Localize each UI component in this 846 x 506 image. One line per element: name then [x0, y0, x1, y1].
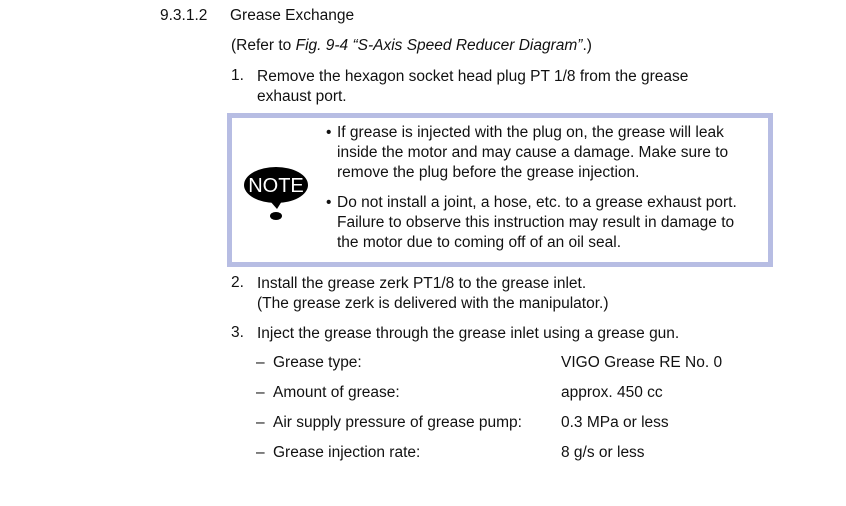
figure-reference-prefix: (Refer to — [231, 37, 296, 54]
spec-injection-rate-label: Grease injection rate: — [273, 444, 421, 461]
spec-amount-label: Amount of grease: — [273, 384, 400, 401]
step-1-text — [257, 67, 688, 107]
bullet-dot: • — [326, 124, 332, 141]
step-2-number: 2. — [231, 274, 244, 291]
note-bullet-1-line-3: remove the plug before the grease injection. — [337, 164, 640, 181]
step-1-line-2: exhaust port. — [257, 88, 347, 105]
note-box — [227, 113, 773, 267]
spec-row-dash: – — [256, 444, 265, 461]
note-bullet-2-line-3: the motor due to coming off of an oil seal. — [337, 234, 622, 251]
spec-injection-rate-value: 8 g/s or less — [561, 444, 645, 461]
note-bullet-1-line-1: If grease is injected with the plug on, the grease will leak — [337, 124, 724, 141]
spec-row-dash: – — [256, 384, 265, 401]
spec-air-pressure-value: 0.3 MPa or less — [561, 414, 669, 431]
bullet-dot: • — [326, 194, 332, 211]
figure-reference-suffix: .) — [582, 37, 592, 54]
spec-grease-type-label: Grease type: — [273, 354, 362, 371]
note-icon-label: NOTE — [248, 175, 304, 197]
spec-amount-value: approx. 450 cc — [561, 384, 663, 401]
note-bullet-2-line-2: Failure to observe this instruction may result in damage to — [337, 214, 735, 231]
spec-grease-type-value: VIGO Grease RE No. 0 — [561, 354, 723, 371]
figure-reference — [231, 37, 592, 55]
note-bullet-1 — [326, 123, 729, 183]
spec-row-dash: – — [256, 354, 265, 371]
note-bullet-1-line-2: inside the motor and may cause a damage. Make sure to — [337, 144, 729, 161]
step-2-text — [257, 274, 609, 314]
step-2-line-1: Install the grease zerk PT1/8 to the grease inlet. — [257, 275, 587, 292]
step-1-number: 1. — [231, 67, 244, 84]
step-2-line-2: (The grease zerk is delivered with the manipulator.) — [257, 295, 609, 312]
step-3-number: 3. — [231, 324, 244, 341]
step-3-text — [257, 324, 679, 344]
note-bullet-2-line-1: Do not install a joint, a hose, etc. to a grease exhaust port. — [337, 194, 737, 211]
spec-row-dash: – — [256, 414, 265, 431]
note-icon — [242, 166, 312, 226]
figure-reference-link[interactable]: Fig. 9-4 “S-Axis Speed Reducer Diagram” — [295, 37, 583, 54]
step-3-line-1: Inject the grease through the grease inlet using a grease gun. — [257, 325, 680, 342]
spec-air-pressure-label: Air supply pressure of grease pump: — [273, 414, 522, 431]
note-bullet-2 — [326, 193, 737, 253]
section-title: Grease Exchange — [230, 7, 355, 24]
section-number: 9.3.1.2 — [160, 7, 208, 24]
step-1-line-1: Remove the hexagon socket head plug PT 1/8 from the grease — [257, 68, 689, 85]
